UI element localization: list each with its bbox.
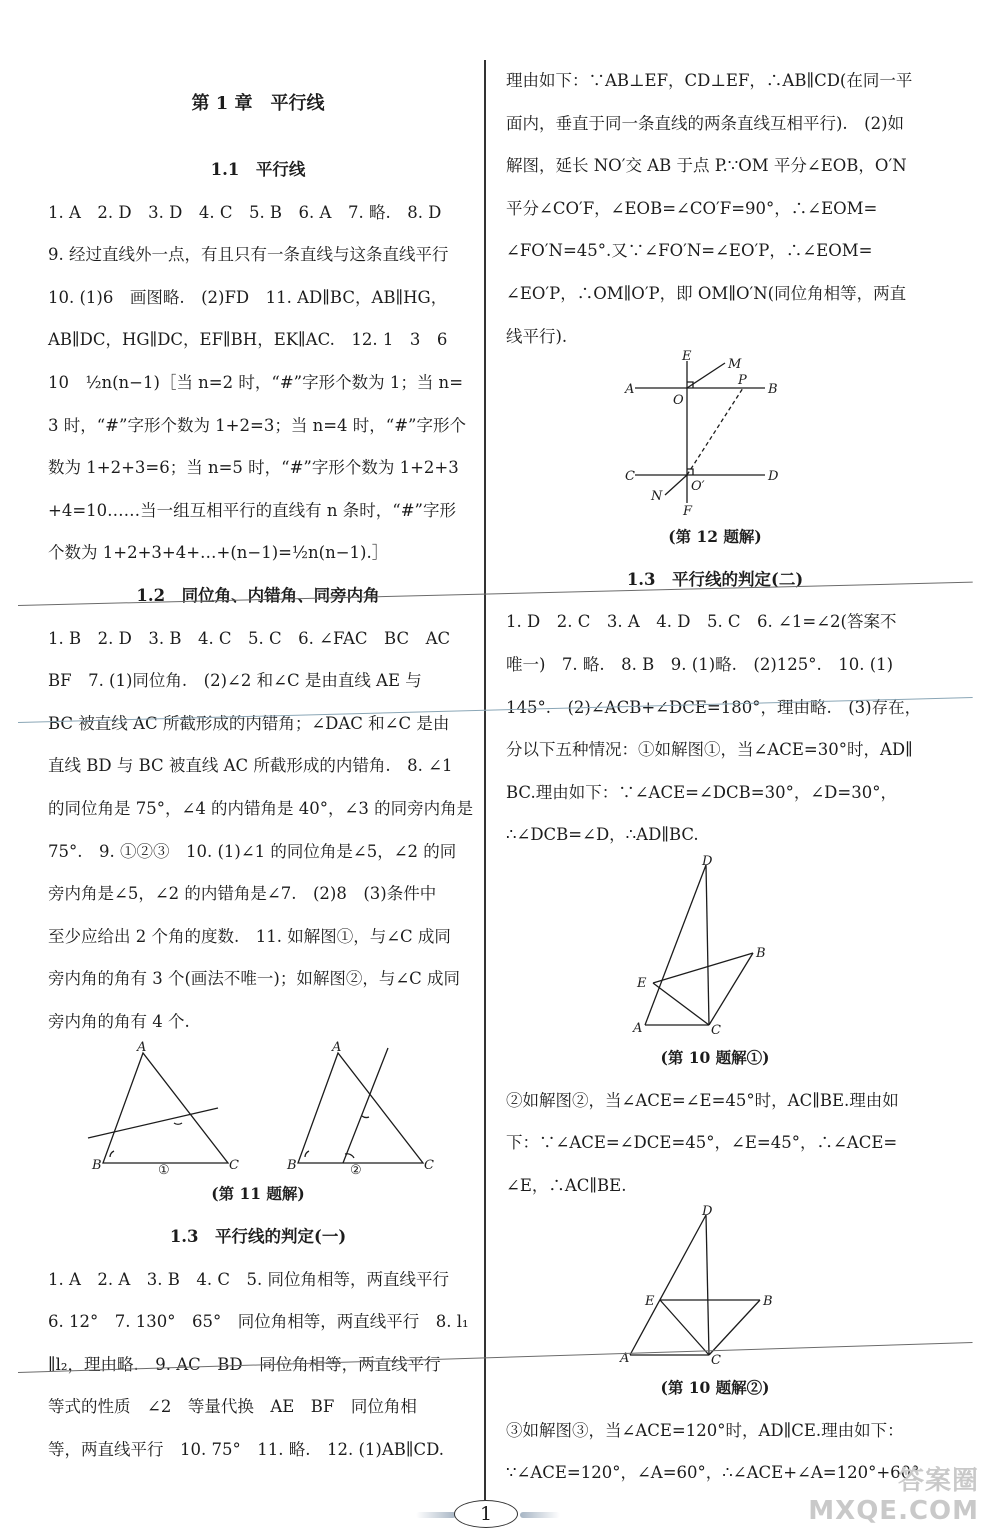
fig10a-label: D <box>702 853 713 869</box>
text-line: 解图，延长 NO′交 AB 于点 P.∵OM 平分∠EOB，O′N <box>506 156 907 176</box>
text-line: 理由如下：∵AB⊥EF，CD⊥EF，∴AB∥CD(在同一平 <box>506 71 913 90</box>
text-line: 等式的性质 ∠2 等量代换 AE BF 同位角相 <box>48 1397 417 1417</box>
watermark-line2: MXQE.COM <box>808 1496 979 1526</box>
right-column <box>506 60 924 1495</box>
text-line: 旁内角是∠5，∠2 的内错角是∠7. (2)8 (3)条件中 <box>48 884 437 904</box>
fig12-label: O <box>673 393 684 409</box>
transversal-1 <box>88 1108 218 1138</box>
figure-11-caption: (第 11 题解) <box>211 1184 305 1204</box>
text-line: 数为 1+2+3=6；当 n=5 时，“#”字形个数为 1+2+3 <box>48 458 459 478</box>
fig11-label: ② <box>350 1163 362 1179</box>
text-line: 1. D 2. C 3. A 4. D 5. C 6. ∠1=∠2(答案不 <box>506 612 897 632</box>
figure-12-diagram <box>625 349 805 520</box>
column-divider <box>484 60 486 1500</box>
fig10a-label: E <box>637 975 647 991</box>
text-line: 唯一) 7. 略. 8. B 9. (1)略. (2)125°. 10. (1) <box>506 654 894 674</box>
fig11-label: A <box>137 1040 147 1056</box>
triangle-2 <box>298 1053 423 1163</box>
text-line: 下：∵∠ACE=∠DCE=45°，∠E=45°，∴∠ACE= <box>506 1133 898 1153</box>
figure-10-2-diagram <box>620 1204 810 1369</box>
figure-10-2-caption: (第 10 题解②) <box>660 1378 770 1398</box>
fig12-label: B <box>768 382 778 398</box>
figure-10-1-caption: (第 10 题解①) <box>660 1047 770 1067</box>
right-mid-body <box>506 1080 924 1208</box>
text-line: 1. B 2. D 3. B 4. C 5. C 6. ∠FAC BC AC <box>48 628 451 648</box>
section-1-2-title: 1.2 同位角、内错角、同旁内角 <box>136 585 380 605</box>
fig12-label: O′ <box>691 479 705 495</box>
figure-10-1-diagram <box>625 853 805 1038</box>
fig12-label: M <box>728 357 742 373</box>
text-line: ③如解图③，当∠ACE=120°时，AD∥CE.理由如下： <box>506 1420 904 1440</box>
fig11-label: C <box>229 1158 239 1174</box>
figure-10-2 <box>506 1204 924 1369</box>
figure-11-diagram <box>58 1040 458 1179</box>
fig11-label: B <box>92 1158 102 1174</box>
text-line: BC 被直线 AC 所截形成的内错角；∠DAC 和∠C 是由 <box>48 713 450 733</box>
text-line: 10 ½n(n−1)［当 n=2 时，“#”字形个数为 1；当 n= <box>48 372 464 392</box>
text-line: 3 时，“#”字形个数为 1+2=3；当 n=4 时，“#”字形个 <box>48 415 466 435</box>
fig12-label: D <box>768 469 779 485</box>
section-1-2-body <box>48 618 474 1044</box>
text-line: 至少应给出 2 个角的度数. 11. 如解图①，与∠C 成同 <box>48 926 451 946</box>
left-column <box>48 60 474 1472</box>
fig12-label: N <box>651 489 663 505</box>
fig10b-label: C <box>711 1353 721 1369</box>
triangle-1 <box>103 1053 228 1163</box>
text-line: ∵∠ACE=120°，∠A=60°，∴∠ACE+∠A=120°+60° <box>506 1463 920 1483</box>
text-line: 面内，垂直于同一条直线的两条直线互相平行). (2)如 <box>506 113 905 133</box>
text-line: 分以下五种情况：①如解图①，当∠ACE=30°时，AD∥ <box>506 740 913 760</box>
section-1-1-title: 1.1 平行线 <box>210 160 306 179</box>
fig11-label: B <box>287 1158 297 1174</box>
text-line: 等，两直线平行 10. 75° 11. 略. 12. (1)AB∥CD. <box>48 1440 444 1460</box>
text-line: BF 7. (1)同位角. (2)∠2 和∠C 是由直线 AE 与 <box>48 671 422 691</box>
fig11-label: A <box>332 1040 342 1056</box>
fig10a-label: B <box>756 945 766 961</box>
watermark <box>808 1466 979 1526</box>
fig10b-label: E <box>645 1294 655 1310</box>
watermark-line1: 答案圈 <box>897 1466 979 1496</box>
fig10b-label: D <box>702 1204 713 1220</box>
text-line: ∠FO′N=45°.又∵∠FO′N=∠EO′P，∴∠EOM= <box>506 241 873 261</box>
text-line: 9. 经过直线外一点，有且只有一条直线与这条直线平行 <box>48 245 449 265</box>
text-line: 个数为 1+2+3+4+…+(n−1)=½n(n−1).］ <box>48 543 389 563</box>
text-line: 的同位角是 75°，∠4 的内错角是 40°，∠3 的同旁内角是 <box>48 798 474 818</box>
fig12-label: F <box>683 504 693 520</box>
page-number-wing <box>520 1512 560 1518</box>
text-line: ∴∠DCB=∠D，∴AD∥BC. <box>506 825 699 845</box>
figure-12-caption: (第 12 题解) <box>668 527 762 547</box>
page-number-badge <box>428 1496 548 1532</box>
section-1-3b-title: 1.3 平行线的判定(二) <box>626 569 804 589</box>
text-line: 145°. (2)∠ACB+∠DCE=180°，理由略. (3)存在， <box>506 697 922 717</box>
fig10b-label: B <box>763 1294 773 1310</box>
fig12-label: A <box>625 382 635 398</box>
fig10a-label: C <box>711 1022 721 1038</box>
text-line: ②如解图②，当∠ACE=∠E=45°时，AC∥BE.理由如 <box>506 1090 899 1110</box>
text-line: 1. A 2. A 3. B 4. C 5. 同位角相等，两直线平行 <box>48 1269 450 1289</box>
figure-12 <box>506 349 924 520</box>
section-1-1-body <box>48 192 468 575</box>
fig12-label: C <box>625 469 635 485</box>
page-number-wing <box>416 1512 456 1518</box>
text-line: 1. A 2. D 3. D 4. C 5. B 6. A 7. 略. 8. D <box>48 202 442 222</box>
text-line: 6. 12° 7. 130° 65° 同位角相等，两直线平行 8. l₁ <box>48 1312 469 1332</box>
text-line: 直线 BD 与 BC 被直线 AC 所截形成的内错角. 8. ∠1 <box>48 756 453 776</box>
page-number: 1 <box>454 1500 518 1528</box>
text-line: +4=10……当一组互相平行的直线有 n 条时，“#”字形 <box>48 500 456 520</box>
text-line: 10. (1)6 画图略. (2)FD 11. AD∥BC，AB∥HG， <box>48 287 448 307</box>
chapter-title: 第 1 章 平行线 <box>191 93 325 114</box>
text-line: 75°. 9. ①②③ 10. (1)∠1 的同位角是∠5，∠2 的同 <box>48 841 457 861</box>
figure-10-1 <box>506 853 924 1038</box>
text-line: 平分∠CO′F，∠EOB=∠CO′F=90°，∴∠EOM= <box>506 198 878 218</box>
text-line: 线平行). <box>506 326 568 346</box>
text-line: ∥l₂，理由略. 9. AC BD 同位角相等，两直线平行 <box>48 1354 441 1374</box>
transversal-2 <box>343 1048 388 1163</box>
fig11-label: ① <box>158 1163 170 1179</box>
fig12-label: P <box>738 373 747 389</box>
figure-11 <box>48 1040 468 1179</box>
section-1-3a-title: 1.3 平行线的判定(一) <box>169 1227 347 1247</box>
fig12-label: E <box>682 349 692 365</box>
text-line: AB∥DC，HG∥DC，EF∥BH，EK∥AC. 12. 1 3 6 <box>48 330 448 350</box>
section-1-3b-body <box>506 601 924 857</box>
right-top-body <box>506 60 924 358</box>
fig11-label: C <box>424 1158 434 1174</box>
fig10a-label: A <box>633 1020 643 1036</box>
fig10b-label: A <box>620 1351 630 1367</box>
text-line: ∠E，∴AC∥BE. <box>506 1175 627 1195</box>
text-line: BC.理由如下：∵∠ACE=∠DCB=30°，∠D=30°， <box>506 782 897 802</box>
text-line: ∠EO′P，∴OM∥O′P，即 OM∥O′N(同位角相等，两直 <box>506 283 907 303</box>
text-line: 旁内角的角有 3 个(画法不唯一)；如解图②，与∠C 成同 <box>48 969 461 989</box>
text-line: 旁内角的角有 4 个. <box>48 1011 190 1031</box>
